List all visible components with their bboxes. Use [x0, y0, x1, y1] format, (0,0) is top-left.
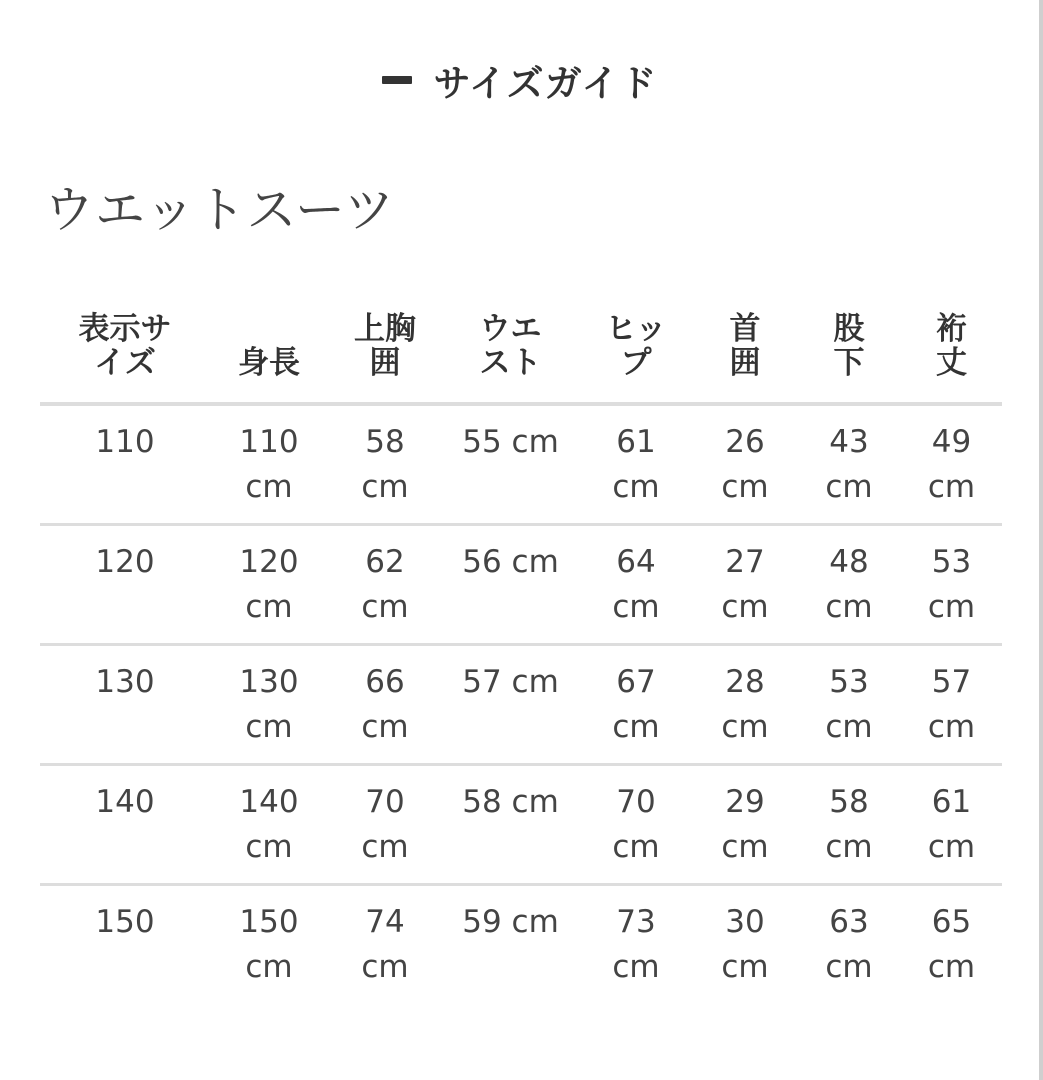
table-cell: 27 cm	[693, 524, 797, 644]
table-cell: 30 cm	[721, 903, 769, 985]
table-cell: 61 cm	[901, 764, 1002, 884]
table-cell: 57 cm	[442, 644, 579, 764]
table-cell: 26 cm	[693, 404, 797, 524]
right-edge-divider	[1039, 0, 1043, 1080]
table-cell: 58 cm	[442, 764, 579, 884]
size-table	[40, 272, 1002, 1004]
table-cell: 43 cm	[797, 404, 901, 524]
table-cell: 120	[40, 524, 210, 644]
table-cell: 70 cm	[579, 764, 693, 884]
header-waist: ウエ スト	[442, 272, 579, 404]
table-cell: 62 cm	[328, 524, 442, 644]
table-cell: 130	[40, 644, 210, 764]
table-cell: 57 cm	[901, 644, 1002, 764]
table-cell: 66 cm	[328, 644, 442, 764]
table-cell: 130 cm	[210, 644, 328, 764]
header-display-size: 表示サ イズ	[40, 272, 210, 404]
table-cell: 110 cm	[210, 404, 328, 524]
table-cell: 140	[40, 764, 210, 884]
header-upper-chest: 上胸 囲	[328, 272, 442, 404]
header-height: 身長	[210, 272, 328, 404]
table-row	[40, 524, 1002, 644]
minus-icon[interactable]	[382, 76, 412, 84]
table-cell: 64 cm	[579, 524, 693, 644]
table-cell: 61 cm	[579, 404, 693, 524]
table-cell: 58 cm	[328, 404, 442, 524]
table-cell: 56 cm	[442, 524, 579, 644]
table-cell: 110	[40, 404, 210, 524]
table-cell: 63 cm	[825, 903, 873, 985]
table-header-row	[40, 272, 1002, 404]
table-row	[40, 644, 1002, 764]
table-cell: 53 cm	[797, 644, 901, 764]
table-row	[40, 884, 1002, 1004]
table-row	[40, 404, 1002, 524]
header-neck: 首 囲	[693, 272, 797, 404]
table-cell: 53 cm	[901, 524, 1002, 644]
table-cell: 74 cm	[361, 903, 409, 985]
table-cell: 67 cm	[579, 644, 693, 764]
header-hip: ヒッ プ	[579, 272, 693, 404]
header-sleeve-length: 裄 丈	[901, 272, 1002, 404]
table-cell: 59 cm	[462, 903, 559, 940]
table-cell: 28 cm	[693, 644, 797, 764]
table-cell: 150	[95, 903, 155, 940]
table-cell: 49 cm	[901, 404, 1002, 524]
table-cell: 48 cm	[797, 524, 901, 644]
size-guide-title: サイズガイド	[433, 62, 658, 105]
product-name: ウエットスーツ	[44, 181, 395, 239]
table-cell: 55 cm	[442, 404, 579, 524]
table-cell: 70 cm	[328, 764, 442, 884]
header-inseam: 股 下	[797, 272, 901, 404]
table-cell: 65 cm	[927, 903, 976, 985]
table-cell: 73 cm	[612, 903, 660, 985]
table-cell: 150 cm	[239, 903, 299, 985]
table-cell: 120 cm	[210, 524, 328, 644]
size-guide-toggle[interactable]	[0, 50, 1039, 110]
table-cell: 29 cm	[693, 764, 797, 884]
table-row	[40, 764, 1002, 884]
table-cell: 140 cm	[210, 764, 328, 884]
table-cell: 58 cm	[797, 764, 901, 884]
